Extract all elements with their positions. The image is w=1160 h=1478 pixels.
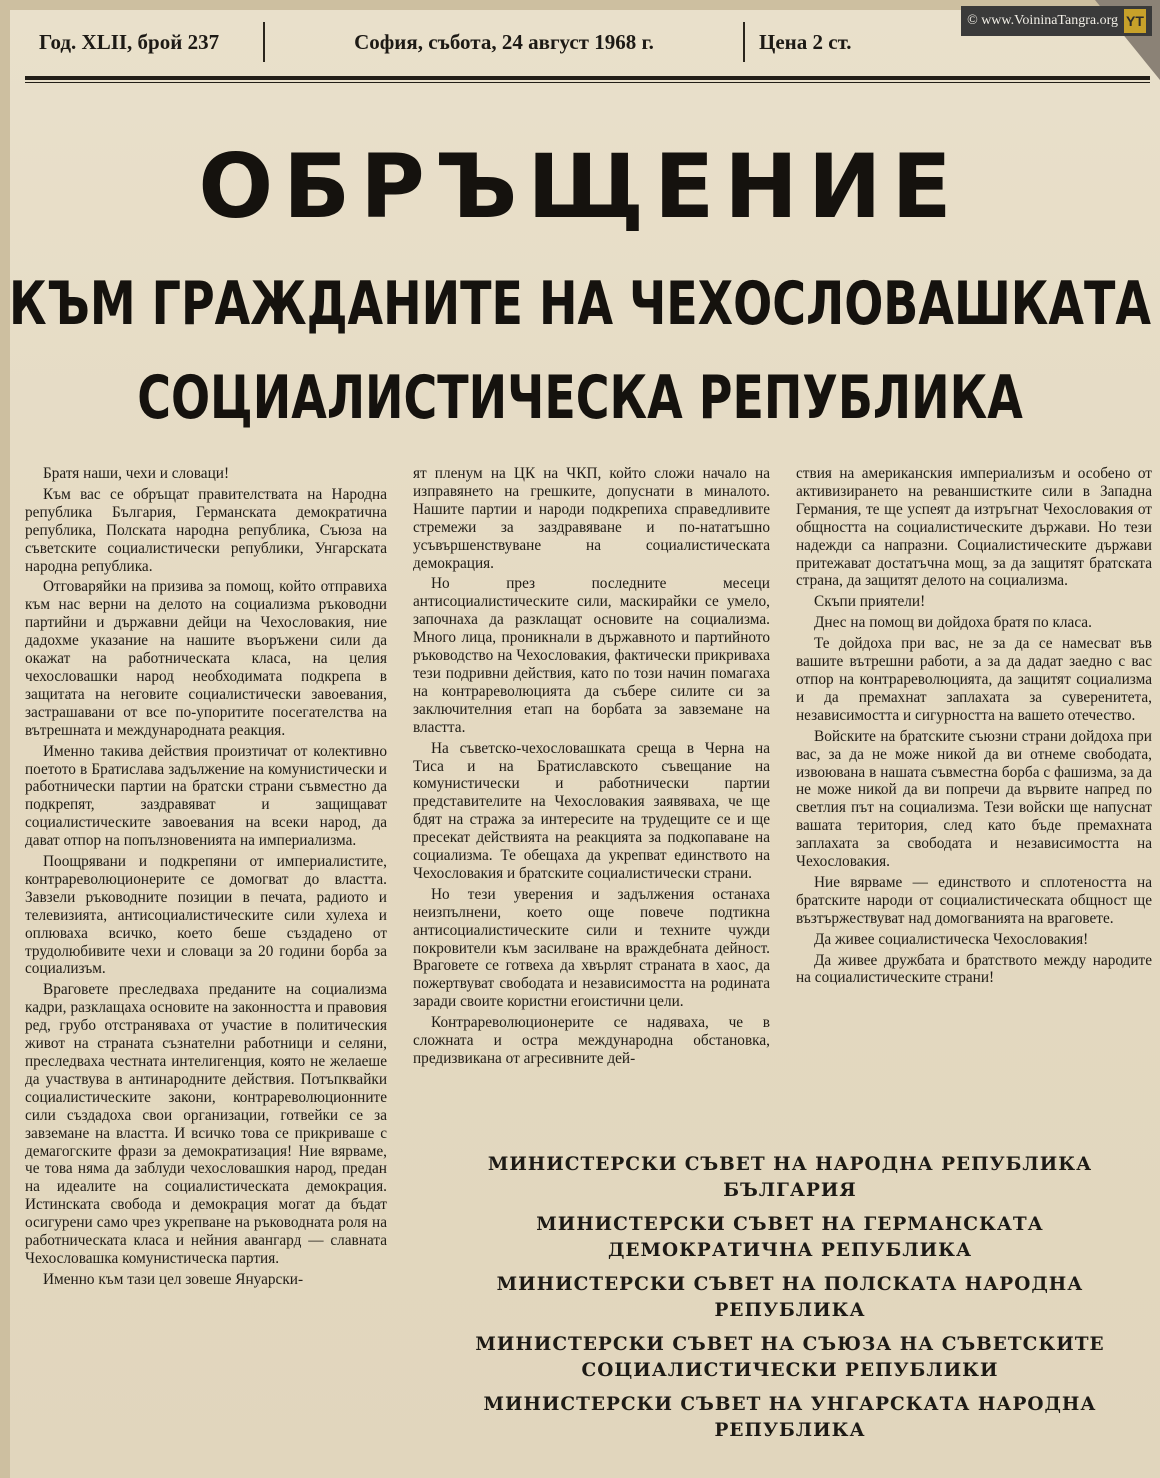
masthead xyxy=(25,18,1095,66)
signatory xyxy=(470,1392,1110,1444)
paragraph: ствия на американския империализъм и особено от активизирането на реваншистките сили в Западна Германия, те ще успеят да изтръгнат Чехословакия от общността на социалистическите държави. Но тези надежди са напразни. Социалистическите държави притежават достатъчна мощ, за да защитят братската страна, да защитят делото на социализма. xyxy=(796,465,1152,590)
signatories xyxy=(470,1152,1110,1452)
paragraph: На съветско-чехословашката среща в Черна на Тиса и на Братиславското съвещание на комунистически и работнически партии представителите на Чехословакия заявяваха, че ще бдят на стража за интересите на трудещите се и ще пресекат действията на реакцията за подкопаване на социализма. Те обещаха да укрепват единството на Чехословакия и братските социалистически страни. xyxy=(413,739,770,882)
signatory-line: ДЕМОКРАТИЧНА РЕПУБЛИКА xyxy=(607,1240,973,1261)
paragraph: Контрареволюционерите се надяваха, че в сложната и остра международна обстановка, предизвикана от агресивните дей- xyxy=(413,1014,770,1067)
signatory xyxy=(470,1212,1110,1264)
paragraph: Отговаряйки на призива за помощ, който отправиха към нас верни на делото на социализма ръководни партийни и държавни дейци на Чехословакия, ние дадохме указание на нашите въоръжени сили да окажат на работническата класа, на целия чехословашки народ необходимата подкрепа в защитата на неговите социалистически завоевания, застрашавани от все по-упоритите посегателства на вътрешната и международната реакция. xyxy=(25,578,387,739)
headline-title: ОБРЪЩЕНИЕ xyxy=(198,135,962,238)
article-column-3 xyxy=(796,465,1152,990)
article-column-2 xyxy=(413,465,770,1071)
paragraph: Но тези уверения и задължения останаха неизпълнени, което още повече подтикна антисоциалистическите сили и техните чужди покровители към засилване на враждебната дейност. Враговете се готвеха да хвърлят страната в хаос, да пожертвуват свободата и независимостта на родината заради своите користни егоистични цели. xyxy=(413,885,770,1011)
watermark-logo: YT xyxy=(1124,9,1146,33)
signatory-line: МИНИСТЕРСКИ СЪВЕТ НА ГЕРМАНСКАТА xyxy=(536,1214,1044,1235)
signatory-line: МИНИСТЕРСКИ СЪВЕТ НА ПОЛСКАТА НАРОДНА xyxy=(496,1274,1084,1295)
paragraph: Да живее дружбата и братството между народите на социалистическите страни! xyxy=(796,951,1152,987)
signatory-line: МИНИСТЕРСКИ СЪВЕТ НА НАРОДНА РЕПУБЛИКА xyxy=(487,1154,1093,1175)
headline-subtitle-line2: СОЦИАЛИСТИЧЕСКА РЕПУБЛИКА xyxy=(137,362,1023,433)
masthead-rule-thin xyxy=(25,82,1150,83)
paragraph: Но през последните месеци антисоциалистическите сили, маскирайки се умело, започнаха да разклащат основите на социализма. Много лица, проникнали в държавното и партийното ръководство на Чехословакия, фактически прикриваха тези подривни действия, като по този начин помагаха на контрареволюцията да събере силите си за заключителния етап на борбата за завземане на властта. xyxy=(413,575,770,736)
signatory-line: БЪЛГАРИЯ xyxy=(723,1180,857,1201)
paragraph: Скъпи приятели! xyxy=(814,593,926,611)
paragraph: Да живее социалистическа Чехословакия! xyxy=(814,930,1089,948)
signatory-line: СОЦИАЛИСТИЧЕСКИ РЕПУБЛИКИ xyxy=(581,1360,999,1381)
signatory-line: РЕПУБЛИКА xyxy=(714,1420,866,1441)
paragraph: Днес на помощ ви дойдоха братя по класа. xyxy=(814,614,1092,632)
signatory xyxy=(470,1152,1110,1204)
signatory xyxy=(470,1332,1110,1384)
masthead-rule xyxy=(25,76,1150,80)
paragraph: ят пленум на ЦК на ЧКП, който сложи начало на изправянето на грешките, допуснати в миналото. Нашите партии и народи подкрепиха справедливите стремежи за заздравяване и по-нататъшно усъвършенствуване на социалистическата демокрация. xyxy=(413,465,770,572)
paragraph: Ние вярваме — единството и сплотеността на братските народи от социалистическата общност ще възтържествуват над домогванията на враговете. xyxy=(796,873,1152,927)
masthead-date: София, събота, 24 август 1968 г. xyxy=(265,22,745,62)
paragraph: Поощрявани и подкрепяни от империалистите, контрареволюционерите се домогват до властта. Завзели ръководните позиции в печата, радиото и телевизията, антисоциалистическите сили хулеха и оплюваха всичко, което беше създадено от трудолюбивите чехи и словаци за 20 години борба за социализъм. xyxy=(25,853,387,978)
signatory-line: МИНИСТЕРСКИ СЪВЕТ НА СЪЮЗА НА СЪВЕТСКИТЕ xyxy=(475,1334,1105,1355)
paragraph: Братя наши, чехи и словаци! xyxy=(43,465,230,482)
masthead-price: Цена 2 ст. xyxy=(759,29,852,54)
article-column-1 xyxy=(25,465,387,1292)
paragraph: Към вас се обръщат правителствата на Народна република България, Германската демократична република, Полската народна република, Съюза на съветските социалистически републики, Унгарската народна република. xyxy=(25,485,387,575)
watermark-text: © www.VoininaTangra.org xyxy=(967,13,1118,28)
paragraph: Войските на братските съюзни страни дойдоха при вас, за да не може никой да ви отнеме свободата, извоювана в нашата съвместна борба с фашизма, за да не може никой да ви попречи да вървите напред по светлия път на социализма. Тези войски ще напуснат вашата територия, след като бъде премахната заплахата за свободата и независимостта на Чехословакия. xyxy=(796,727,1152,871)
paragraph: Враговете преследваха преданите на социализма кадри, разклащаха основите на законността и правовия ред, грубо отстраняваха от участие в политическия живот на страната съзнателни работници и селяни, преследваха честната интелигенция, която не желаеше да участвува в антинародните действия. Потъпквайки социалистическите закони, контрареволюционните сили създадоха свои организации, готвейки се за завземане на властта. И всичко това се прикриваше с демагогските фрази за демократизация! Ние вярваме, че това няма да заблуди чехословашкия народ, предан на идеалите на социалистическата демокрация. Истинската свобода и демокрация могат да бъдат осигурени само чрез укрепване на ръководната роля на работническата класа и нейния авангард — славната Чехословашка комунистическа партия. xyxy=(25,981,387,1267)
signatory xyxy=(470,1272,1110,1324)
paragraph: Именно такива действия произтичат от колективно поетото в Братислава задължение на комунистически и работнически партии на братски страни съвместно да подкрепят, заздравяват и защищават социалистическите завоевания на всеки народ, да дават отпор на попълзновенията на империализма. xyxy=(25,742,387,850)
paragraph: Те дойдоха при вас, не за да се намесват във вашите вътрешни работи, а за да дадат заедно с вас отпор на контрареволюцията, да защитят социализма и да премахнат заплахата за суверенитета, независимостта и сигурността на вашето отечество. xyxy=(796,635,1152,724)
masthead-issue: Год. XLII, брой 237 xyxy=(25,22,265,62)
signatory-line: МИНИСТЕРСКИ СЪВЕТ НА УНГАРСКАТА НАРОДНА xyxy=(483,1394,1097,1415)
signatory-line: РЕПУБЛИКА xyxy=(714,1300,866,1321)
headline-subtitle-line1: КЪМ ГРАЖДАНИТЕ НА ЧЕХОСЛОВАШКАТА xyxy=(9,268,1151,339)
paragraph: Именно към тази цел зовеше Януарски- xyxy=(43,1270,304,1288)
